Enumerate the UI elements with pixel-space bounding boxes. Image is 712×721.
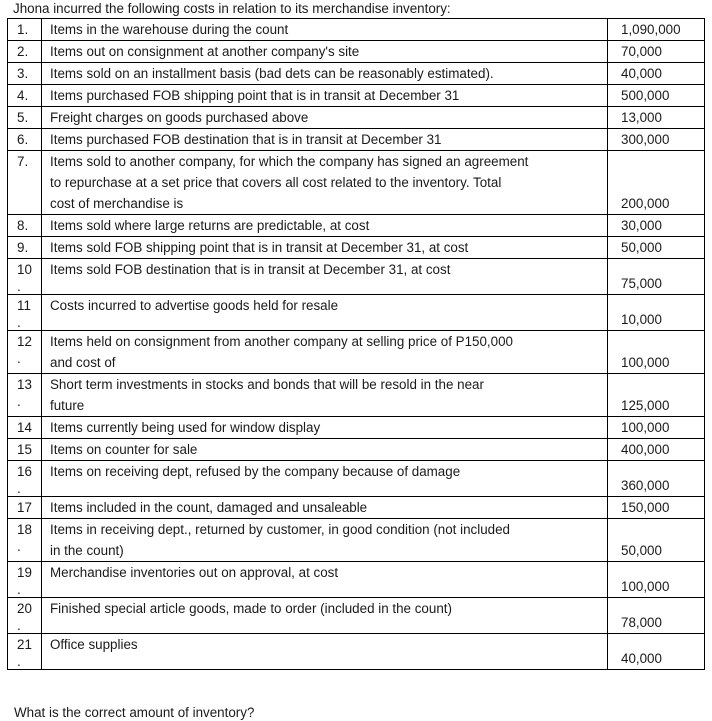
row-number-label: 6.	[17, 132, 29, 147]
row-amount: 50,000	[608, 519, 705, 562]
row-description	[42, 598, 608, 634]
description-line: Items on counter for sale	[50, 442, 198, 457]
table-row	[8, 374, 705, 417]
row-description	[42, 41, 608, 63]
row-number-label: 18	[17, 522, 32, 537]
description-line: cost of merchandise is	[50, 196, 184, 211]
row-number	[8, 562, 42, 598]
row-number-label: 3.	[17, 66, 29, 81]
row-description	[42, 562, 608, 598]
row-amount: 75,000	[608, 259, 705, 295]
row-amount: 13,000	[608, 107, 705, 129]
table-row	[8, 41, 705, 63]
row-amount: 10,000	[608, 295, 705, 331]
row-number-label: 19	[17, 565, 32, 580]
row-amount: 1,090,000	[608, 19, 705, 41]
row-description	[42, 417, 608, 439]
intro-text: Jhona incurred the following costs in relation to its merchandise inventory:	[13, 1, 451, 16]
description-line: Items currently being used for window display	[50, 420, 321, 435]
table-row	[8, 439, 705, 461]
table-row	[8, 85, 705, 107]
row-number	[8, 63, 42, 85]
description-line: Items sold FOB shipping point that is in transit at December 31, at cost	[50, 240, 469, 255]
row-description	[42, 331, 608, 374]
row-amount: 30,000	[608, 215, 705, 237]
table-row	[8, 331, 705, 374]
row-description	[42, 129, 608, 151]
row-number-label: 14	[17, 420, 32, 435]
question-text: What is the correct amount of inventory?	[14, 705, 255, 720]
table-row	[8, 63, 705, 85]
row-description	[42, 374, 608, 417]
row-amount: 40,000	[608, 63, 705, 85]
row-number-dot: .	[17, 539, 21, 554]
row-amount: 70,000	[608, 41, 705, 63]
row-number	[8, 519, 42, 562]
table-row	[8, 519, 705, 562]
description-line: Items sold on an installment basis (bad dets can be reasonably estimated).	[50, 66, 494, 81]
table-row	[8, 417, 705, 439]
row-number-dot: .	[17, 394, 21, 409]
row-number-dot: .	[17, 279, 21, 294]
row-number-label: 12	[17, 334, 32, 349]
description-line: Items in receiving dept., returned by customer, in good condition (not included	[50, 522, 511, 537]
row-amount: 500,000	[608, 85, 705, 107]
row-description	[42, 497, 608, 519]
table-row	[8, 634, 705, 670]
row-number	[8, 85, 42, 107]
description-line: Short term investments in stocks and bonds that will be resold in the near	[50, 377, 484, 392]
row-number-dot: .	[17, 481, 21, 496]
description-line: Freight charges on goods purchased above	[50, 110, 309, 125]
description-line: Office supplies	[50, 637, 138, 652]
row-amount: 150,000	[608, 497, 705, 519]
row-number	[8, 41, 42, 63]
row-amount: 50,000	[608, 237, 705, 259]
row-number-dot: .	[17, 351, 21, 366]
row-number-label: 17	[17, 500, 32, 515]
table-row	[8, 237, 705, 259]
row-number	[8, 634, 42, 670]
row-number	[8, 417, 42, 439]
row-number-label: 7.	[17, 154, 29, 169]
table-row	[8, 598, 705, 634]
row-description	[42, 151, 608, 215]
row-number-dot: .	[17, 315, 21, 330]
table-row	[8, 151, 705, 215]
table-row	[8, 461, 705, 497]
row-amount: 100,000	[608, 331, 705, 374]
row-description	[42, 295, 608, 331]
inventory-table-body	[8, 19, 705, 670]
row-number-label: 5.	[17, 110, 29, 125]
table-row	[8, 129, 705, 151]
description-line: Items held on consignment from another company at selling price of P150,000	[50, 334, 513, 349]
row-description	[42, 63, 608, 85]
row-number	[8, 215, 42, 237]
row-number-dot: .	[17, 582, 21, 597]
table-row	[8, 562, 705, 598]
row-number	[8, 129, 42, 151]
table-row	[8, 215, 705, 237]
row-description	[42, 237, 608, 259]
row-number	[8, 374, 42, 417]
row-number	[8, 107, 42, 129]
row-number-label: 16	[17, 464, 32, 479]
description-line: Items purchased FOB shipping point that is in transit at December 31	[50, 88, 460, 103]
description-line: in the count)	[50, 543, 124, 558]
row-description	[42, 107, 608, 129]
row-amount: 400,000	[608, 439, 705, 461]
row-number-label: 20	[17, 601, 32, 616]
row-number	[8, 461, 42, 497]
row-description	[42, 259, 608, 295]
row-number-dot: .	[17, 618, 21, 633]
description-line: Finished special article goods, made to order (included in the count)	[50, 601, 452, 616]
row-number	[8, 598, 42, 634]
row-amount: 200,000	[608, 151, 705, 215]
row-number	[8, 331, 42, 374]
row-amount: 360,000	[608, 461, 705, 497]
row-number-dot: .	[17, 654, 21, 669]
table-row	[8, 497, 705, 519]
row-number	[8, 295, 42, 331]
row-number-label: 21	[17, 637, 32, 652]
description-line: Merchandise inventories out on approval, at cost	[50, 565, 339, 580]
row-number-label: 4.	[17, 88, 29, 103]
description-line: Items included in the count, damaged and unsaleable	[50, 500, 368, 515]
row-number-label: 13	[17, 377, 32, 392]
description-line: and cost of	[50, 355, 116, 370]
row-number-label: 11	[17, 298, 31, 313]
row-amount: 40,000	[608, 634, 705, 670]
row-number-label: 8.	[17, 218, 29, 233]
row-number	[8, 497, 42, 519]
row-description	[42, 85, 608, 107]
row-amount: 78,000	[608, 598, 705, 634]
table-row	[8, 107, 705, 129]
row-number-label: 1.	[17, 22, 29, 37]
row-description	[42, 634, 608, 670]
description-line: Items sold FOB destination that is in transit at December 31, at cost	[50, 262, 451, 277]
row-description	[42, 215, 608, 237]
row-number-label: 10	[17, 262, 32, 277]
row-number-label: 2.	[17, 44, 29, 59]
table-row	[8, 259, 705, 295]
description-line: Items sold where large returns are predictable, at cost	[50, 218, 370, 233]
description-line: Items purchased FOB destination that is in transit at December 31	[50, 132, 442, 147]
description-line: future	[50, 398, 85, 413]
row-number-label: 9.	[17, 240, 29, 255]
row-number	[8, 259, 42, 295]
row-description	[42, 19, 608, 41]
description-line: to repurchase at a set price that covers all cost related to the inventory. Total	[50, 175, 502, 190]
row-number	[8, 439, 42, 461]
description-line: Items in the warehouse during the count	[50, 22, 289, 37]
description-line: Costs incurred to advertise goods held for resale	[50, 298, 339, 313]
row-description	[42, 439, 608, 461]
row-number	[8, 237, 42, 259]
row-number-label: 15	[17, 442, 32, 457]
row-description	[42, 519, 608, 562]
description-line: Items sold to another company, for which the company has signed an agreement	[50, 154, 529, 169]
row-number	[8, 151, 42, 215]
table-row	[8, 19, 705, 41]
row-amount: 100,000	[608, 562, 705, 598]
row-number	[8, 19, 42, 41]
row-description	[42, 461, 608, 497]
row-amount: 100,000	[608, 417, 705, 439]
table-row	[8, 295, 705, 331]
description-line: Items on receiving dept, refused by the company because of damage	[50, 464, 461, 479]
row-amount: 300,000	[608, 129, 705, 151]
row-amount: 125,000	[608, 374, 705, 417]
inventory-table	[7, 18, 705, 670]
description-line: Items out on consignment at another company's site	[50, 44, 360, 59]
